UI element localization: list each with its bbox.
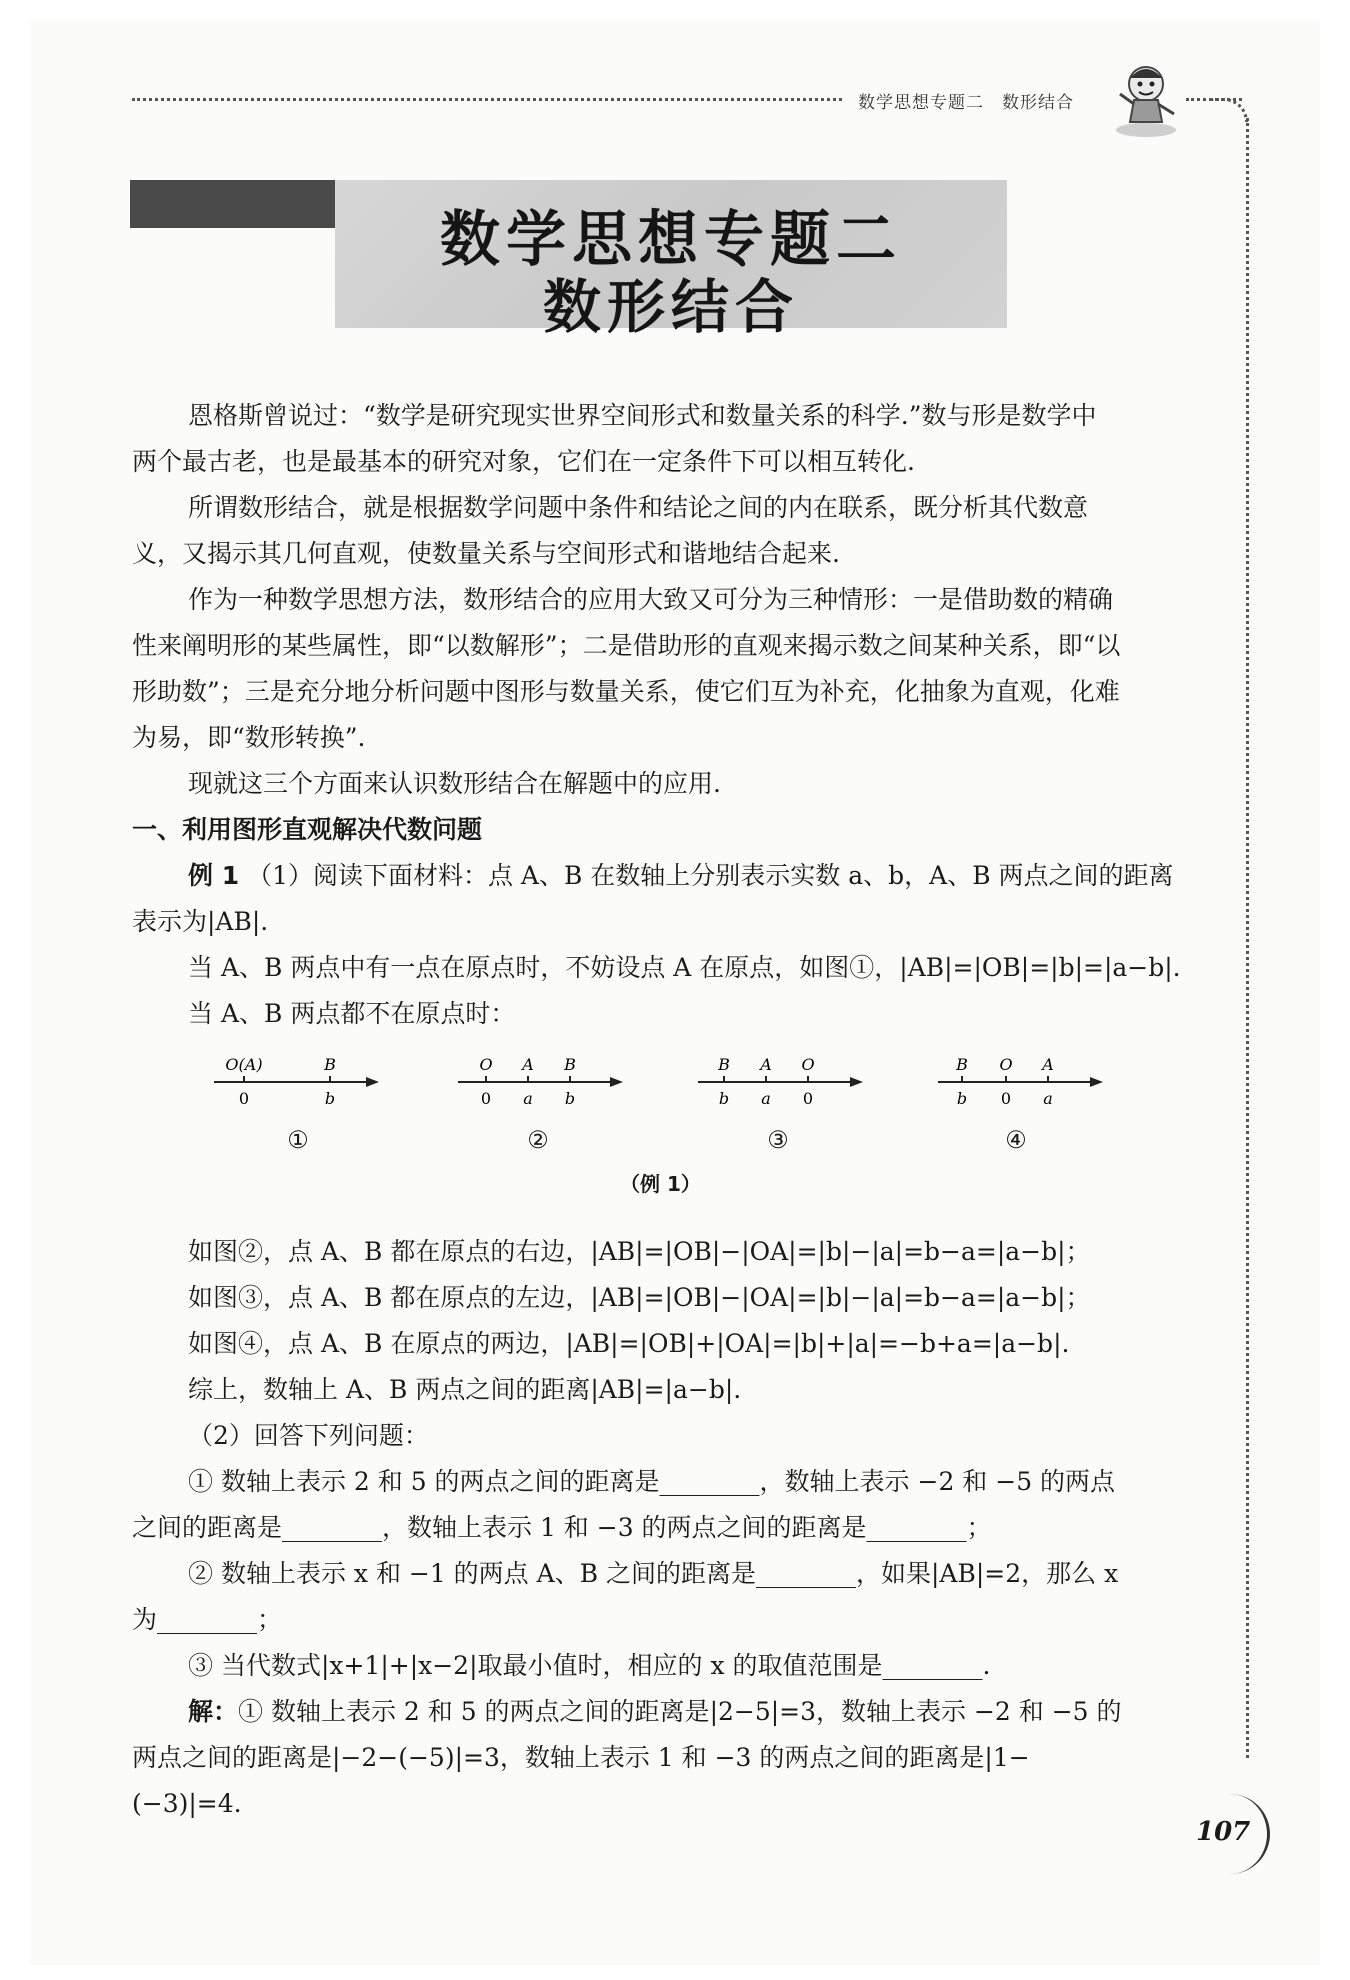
fig2-label-B: B <box>564 1055 576 1074</box>
solution-line-2: 两点之间的距离是|−2−(−5)|=3，数轴上表示 1 和 −3 的两点之间的距离是|1− <box>132 1743 1030 1772</box>
solution-line-3: (−3)|=4. <box>132 1789 242 1818</box>
example-1-text: （1）阅读下面材料：点 A、B 在数轴上分别表示实数 a、b，A、B 两点之间的距离 <box>247 861 1174 890</box>
fig2-value-b: b <box>564 1089 576 1108</box>
figure-label-3: ③ <box>767 1126 789 1154</box>
figure-caption: （例 1） <box>620 1172 701 1196</box>
example-label: 例 1 <box>188 861 240 890</box>
fig3-label-A: A <box>760 1055 772 1074</box>
title-line-2: 数形结合 <box>542 273 799 341</box>
fig4-label-O: O <box>999 1055 1013 1074</box>
case-2-text: 如图②，点 A、B 都在原点的右边，|AB|=|OB|−|OA|=|b|−|a|=b−a=|a−b|； <box>188 1237 1091 1266</box>
fig4-label-B: B <box>956 1055 968 1074</box>
paragraph-3-line-3: 形助数”；三是充分地分析问题中图形与数量关系，使它们互为补充，化抽象为直观，化难 <box>132 677 1120 706</box>
solution-label: 解： <box>188 1697 239 1726</box>
fig2-value-a: a <box>523 1089 533 1108</box>
header-dotted-rule <box>132 98 842 101</box>
case-4-text: 如图④，点 A、B 在原点的两边，|AB|=|OB|+|OA|=|b|+|a|=−b+a=|a−b|. <box>188 1329 1070 1358</box>
fig4-value-a: a <box>1043 1089 1053 1108</box>
summary-text: 综上，数轴上 A、B 两点之间的距离|AB|=|a−b|. <box>188 1375 742 1404</box>
fig3-value-a: a <box>761 1089 771 1108</box>
paragraph-3-line-1: 作为一种数学思想方法，数形结合的应用大致又可分为三种情形：一是借助数的精确 <box>188 585 1114 614</box>
solution-line-1 <box>132 1689 1238 1735</box>
fig1-value-0: 0 <box>238 1089 250 1108</box>
mascot-icon <box>1112 60 1182 144</box>
title-line-1: 数学思想专题二 <box>440 205 902 275</box>
number-line-figure-1 <box>214 1052 384 1116</box>
number-line-figure-4 <box>938 1052 1108 1116</box>
question-2-3: ③ 当代数式|x+1|+|x−2|取最小值时，相应的 x 的取值范围是________. <box>188 1651 991 1680</box>
question-2-2-line-2: 为________； <box>132 1605 283 1634</box>
fig4-value-0: 0 <box>1000 1089 1012 1108</box>
fig3-label-O: O <box>801 1055 815 1074</box>
fig2-label-O: O <box>479 1055 493 1074</box>
page-number: 107 <box>1196 1817 1251 1847</box>
paragraph-3-line-4: 为易，即“数形转换”. <box>132 723 366 752</box>
fig4-value-b: b <box>956 1089 968 1108</box>
paragraph-4: 现就这三个方面来认识数形结合在解题中的应用. <box>188 769 721 798</box>
example-1-line-2: 表示为|AB|. <box>132 907 269 936</box>
example-1-line-4: 当 A、B 两点都不在原点时： <box>188 999 516 1028</box>
fig3-label-B: B <box>718 1055 730 1074</box>
figure-label-2: ② <box>527 1126 549 1154</box>
running-title: 数学思想专题二 数形结合 <box>858 93 1074 113</box>
fig3-value-0: 0 <box>802 1089 814 1108</box>
margin-dotted-rule <box>1246 118 1249 1758</box>
paragraph-2-line-2: 义，又揭示其几何直观，使数量关系与空间形式和谐地结合起来. <box>132 539 840 568</box>
fig1-label-B: B <box>324 1055 336 1074</box>
fig1-value-b: b <box>324 1089 336 1108</box>
question-2-1-line-2: 之间的距离是________，数轴上表示 1 和 −3 的两点之间的距离是________； <box>132 1513 992 1542</box>
fig3-value-b: b <box>718 1089 730 1108</box>
question-2-2-line-1: ② 数轴上表示 x 和 −1 的两点 A、B 之间的距离是________，如果|AB|=2，那么 x <box>188 1559 1119 1588</box>
question-2-1-line-1: ① 数轴上表示 2 和 5 的两点之间的距离是________，数轴上表示 −2 和 −5 的两点 <box>188 1467 1116 1496</box>
solution-text: ① 数轴上表示 2 和 5 的两点之间的距离是|2−5|=3，数轴上表示 −2 和 −5 的 <box>238 1697 1122 1726</box>
fig2-label-A: A <box>522 1055 534 1074</box>
fig1-label-O: O(A) <box>225 1055 263 1074</box>
fig4-label-A: A <box>1042 1055 1054 1074</box>
paragraph-2-line-1: 所谓数形结合，就是根据数学问题中条件和结论之间的内在联系，既分析其代数意 <box>188 493 1089 522</box>
figure-label-4: ④ <box>1005 1126 1027 1154</box>
question-2-heading: （2）回答下列问题： <box>188 1421 429 1450</box>
number-line-figure-2 <box>458 1052 628 1116</box>
number-line-figure-3 <box>698 1052 868 1116</box>
paragraph-3-line-2: 性来阐明形的某些属性，即“以数解形”；二是借助形的直观来揭示数之间某种关系，即“以 <box>132 631 1121 660</box>
paragraph-1-line-2: 两个最古老，也是最基本的研究对象，它们在一定条件下可以相互转化. <box>132 447 915 476</box>
example-1-line-1 <box>132 853 1238 899</box>
example-1-line-3: 当 A、B 两点中有一点在原点时，不妨设点 A 在原点，如图①，|AB|=|OB|=|b|=|a−b|. <box>188 953 1181 982</box>
figure-label-1: ① <box>287 1126 309 1154</box>
paragraph-1-line-1: 恩格斯曾说过：“数学是研究现实世界空间形式和数量关系的科学.”数与形是数学中 <box>188 401 1097 430</box>
case-3-text: 如图③，点 A、B 都在原点的左边，|AB|=|OB|−|OA|=|b|−|a|=b−a=|a−b|； <box>188 1283 1091 1312</box>
title-box <box>335 180 1007 341</box>
section-heading-1: 一、利用图形直观解决代数问题 <box>132 815 483 844</box>
fig2-value-0: 0 <box>480 1089 492 1108</box>
